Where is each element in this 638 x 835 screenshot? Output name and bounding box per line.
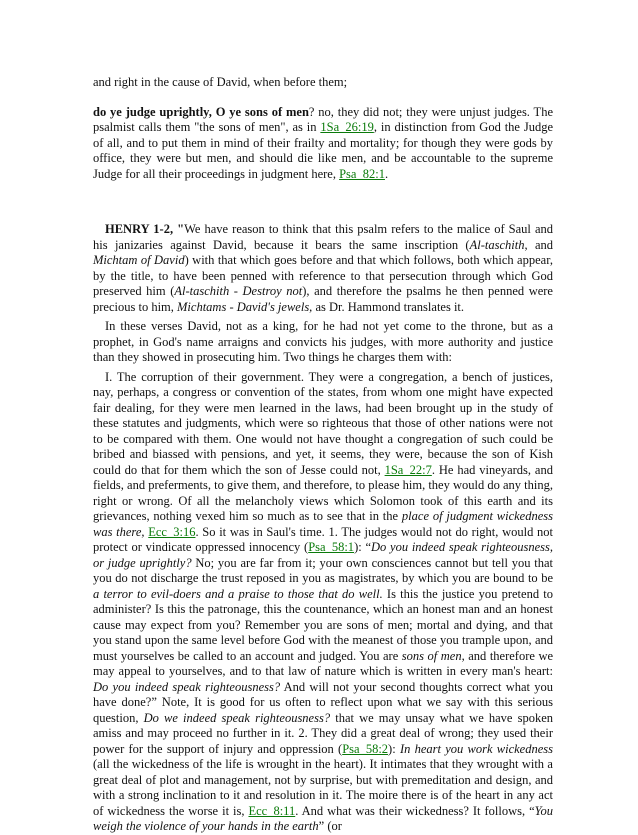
scripture-link[interactable]: 1Sa_22:7 <box>384 462 432 477</box>
scripture-link[interactable]: Psa_58:1 <box>308 540 355 554</box>
paragraph-corruption: I. The corruption of their government. They were a congregation, a bench of justices, nay, perhaps, a congress or convention of the states, from whom one might have expected fair dealing, for they were men learned in the laws, had been brought up in the study of these statutes and judgments, which were so righteous that those of other nations were not to be compared with them. One would not have thought a congregation of such could be bribed and biassed with pensions, and yet, it seems, they were, because the son of Kish could do that for them which the son of Jesse could not, 1Sa_22:7. He had vineyards, and fields, and preferments, to give them, and therefore, to please him, they would do any thing, right or wrong. Of all the melancholy views which Solomon took of this earth and its grievances, nothing vexed him so much as to see that in the place of judgment wickedness was there, Ecc_3:16. So it was in Saul's time. 1. The judges would not do right, would not protect or vindicate oppressed innocency (Psa_58:1): “Do you indeed speak righteousness, or judge uprightly? No; you are far from it; your own consciences cannot but tell you that you do not discharge the trust reposed in you as magistrates, by which you are bound to be a terror to evil-doers and a praise to those that do well. Is this the justice you pretend to administer? Is this the patronage, this the countenance, which an honest man and an honest cause may expect from you? Remember you are sons of men; mortal and dying, and that you stand upon the same level before God with the meanest of those you trample upon, and must yourselves be called to an account and judged. You are sons of men, and therefore we may appeal to yourselves, and to that law of nature which is written in every man's heart: Do you indeed speak righteousness? And will not your second thoughts correct what you have done?” Note, It is good for us often to reflect upon what we say with this serious question, Do we indeed speak righteousness? that we may unsay what we have spoken amiss and may proceed no further in it. 2. They did a great deal of wrong; they used their power for the support of injury and oppression (Psa_58:2): In heart you work wickedness (all the wickedness of the life is wrought in the heart). It intimates that they wrought with a great deal of plot and management, not by surprise, but with premeditation and design, and with a strong inclination to it and resolution in it. The moire there is of the heart in any act of wickedness the worse it is, Ecc_8:11. And what was their wickedness? It follows, “You weigh the violence of your hands in the earth” (or <box>93 369 554 833</box>
scripture-link[interactable]: 1Sa_26:19 <box>320 120 374 134</box>
verse-heading: do ye judge uprightly, O ye sons of men <box>93 104 309 119</box>
scripture-link[interactable]: Psa_58:2 <box>342 741 389 756</box>
scripture-link[interactable]: Ecc_8:11 <box>248 803 296 818</box>
paragraph-henry-intro: HENRY 1-2, "We have reason to think that this psalm refers to the malice of Saul and his janizaries against David, because it bears the same inscription (Al-taschith, and Michtam of David) with that which goes before and that which follows, both which appear, by the title, to have been penned with reference to that persecution through which God preserved him (Al-taschith - Destroy not), and therefore the psalms he then penned were precious to him, Michtams - David's jewels, as Dr. Hammond translates it. <box>93 222 553 314</box>
paragraph-verse-commentary: do ye judge uprightly, O ye sons of men? no, they did not; they were unjust judges. The psalmist calls them "the sons of men", as in 1Sa_26:19, in distinction from God the Judge of all, and to put them in mind of their frailty and mortality; for though they were gods by office, they were but men, and should die like men, and be accountable to the supreme Judge for all their proceedings in judgment here, Psa_82:1. <box>93 104 554 181</box>
scripture-link[interactable]: Psa_82:1 <box>339 166 385 181</box>
document-page <box>93 0 553 835</box>
scripture-link[interactable]: Ecc_3:16 <box>148 524 196 539</box>
paragraph-charges: In these verses David, not as a king, for he had not yet come to the throne, but as a prophet, in God's name arraigns and convicts his judges, with more authority and justice than they showed in prosecuting him. Two things he charges them with: <box>93 319 553 364</box>
paragraph-intro: and right in the cause of David, when before them; <box>93 75 348 89</box>
henry-heading: HENRY 1-2, " <box>105 222 185 236</box>
